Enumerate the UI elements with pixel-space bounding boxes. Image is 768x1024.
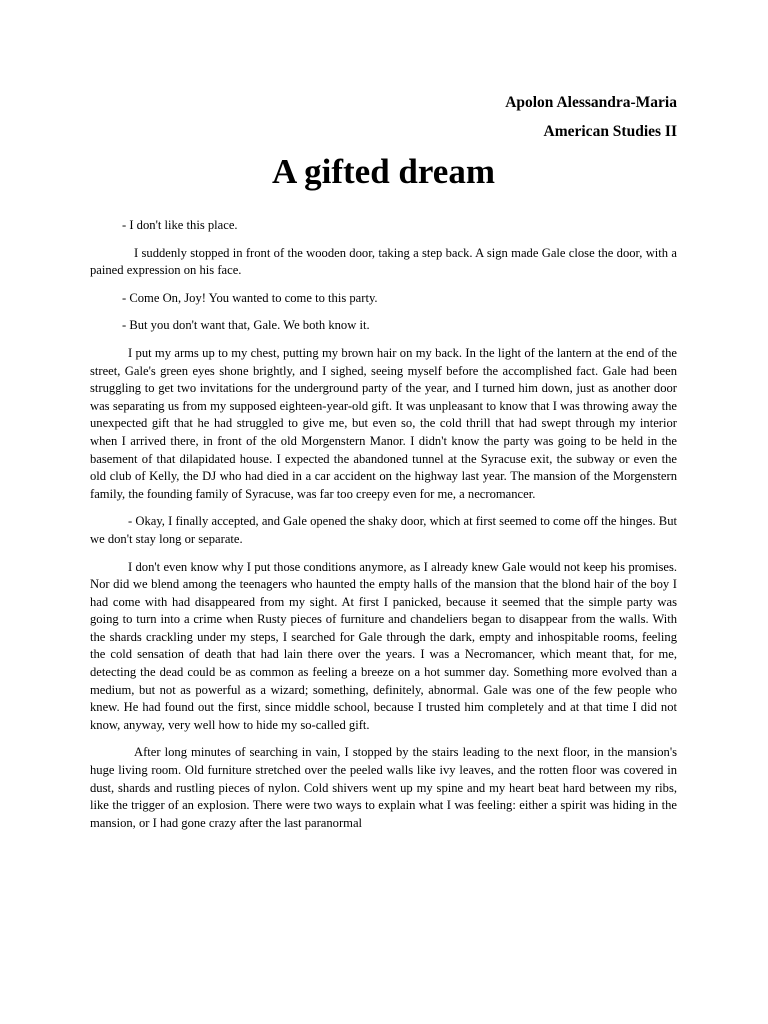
document-body bbox=[90, 217, 677, 832]
paragraph-3: - Come On, Joy! You wanted to come to this party. bbox=[122, 290, 378, 305]
paragraph-1: - I don't like this place. bbox=[122, 218, 238, 232]
course-name: American Studies II bbox=[543, 123, 677, 140]
author-name: Apolon Alessandra-Maria bbox=[505, 94, 677, 111]
paragraph-4: - But you don't want that, Gale. We both know it. bbox=[122, 318, 370, 333]
document-title: A gifted dream bbox=[272, 152, 495, 191]
paragraph-2: I suddenly stopped in front of the wooden door, taking a step back. A sign made Gale close the door, with a pained expression on his face. bbox=[90, 245, 677, 278]
paragraph-7: I don't even know why I put those conditions anymore, as I already knew Gale would not keep his promises. Nor did we blend among the teenagers who haunted the empty halls of the mansion that the blond hair of the boy I had come with had disappeared from my sight. At first I panicked, because it seemed that the simple party was going to turn into a crime when Rusty pieces of furniture and chandeliers began to disappear from the walls. With the shards crackling under my steps, I searched for Gale through the dark, empty and inhospitable rooms, feeling the cold sensation of death that had lain there over the years. I was a Necromancer, which meant that, for me, detecting the dead could be as common as feeling a breeze on a hot summer day. Something more evolved than a medium, but not as powerful as a wizard; something, definitely, abnormal. Gale was one of the few people who knew. He had found out the first, since middle school, because I trusted him completely and at that time I did not know, anyway, very well how to hide my so-called gift. bbox=[90, 559, 677, 732]
paragraph-8: After long minutes of searching in vain, I stopped by the stairs leading to the next floor, in the mansion's huge living room. Old furniture stretched over the peeled walls like ivy leaves, and the rotten floor was covered in dust, shards and rustling pieces of nylon. Cold shivers went up my spine and my heart beat hard between my ribs, like the trigger of an explosion. There were two ways to explain what I was feeling: either a spirit was hiding in the mansion, or I had gone crazy after the last paranormal bbox=[90, 745, 677, 830]
paragraph-5: I put my arms up to my chest, putting my brown hair on my back. In the light of the lantern at the end of the street, Gale's green eyes shone brightly, and I sighed, seeing myself before the accomplished fact. Gale had been struggling to get two invitations for the underground party of the year, and I turned him down, just as another door was separating us from my supposed eighteen-year-old gift. It was unpleasant to know that I was throwing away the unexpected gift that he had struggled to give me, but even so, the cold thrill that had swept through my interior when I arrived there, in front of the old Morgenstern Manor. I didn't know the party was going to be held in the basement of that dilapidated house. I expected the abandoned tunnel at the Syracuse exit, the subway or even the old club of Kelly, the DJ who had died in a car accident on the highway last year. The mansion of the Morgenstern family, the founding family of Syracuse, was far too creepy even for me, a necromancer. bbox=[90, 345, 677, 501]
paragraph-6: - Okay, I finally accepted, and Gale opened the shaky door, which at first seemed to come off the hinges. But we don't stay long or separate. bbox=[90, 514, 677, 546]
document-page bbox=[90, 92, 677, 842]
